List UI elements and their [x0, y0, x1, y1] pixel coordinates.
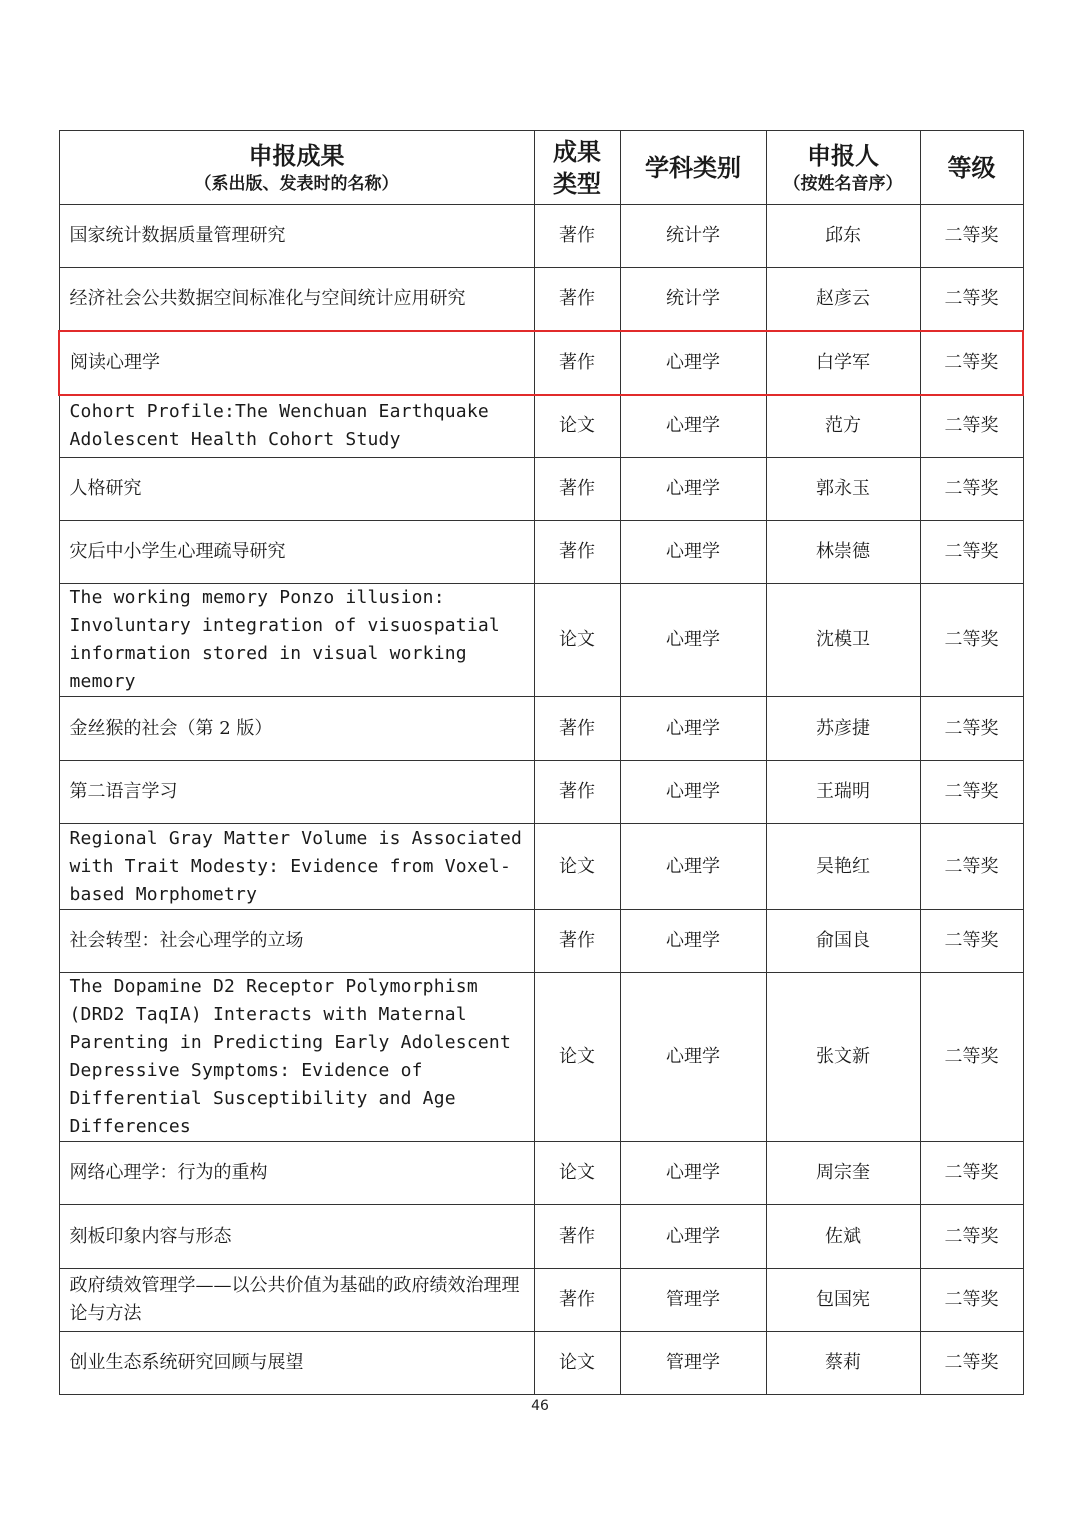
row-grade: 二等奖 — [920, 1205, 1023, 1269]
row-title: Cohort Profile:The Wenchuan Earthquake Adolescent Health Cohort Study — [59, 395, 534, 458]
row-title: Regional Gray Matter Volume is Associated with Trait Modesty: Evidence from Voxel-based Morphometry — [59, 824, 534, 910]
row-discipline: 心理学 — [620, 910, 766, 973]
header-type-line2: 类型 — [553, 168, 601, 198]
table-row — [59, 910, 1023, 973]
row-title: 第二语言学习 — [59, 761, 534, 824]
row-applicant: 苏彦捷 — [766, 697, 920, 761]
table-row — [59, 205, 1023, 268]
row-discipline: 心理学 — [620, 973, 766, 1142]
row-grade: 二等奖 — [920, 395, 1023, 458]
header-grade: 等级 — [920, 131, 1023, 205]
table-row — [59, 458, 1023, 521]
row-title: 金丝猴的社会（第 2 版） — [59, 697, 534, 761]
row-type: 著作 — [534, 697, 620, 761]
row-title: 网络心理学：行为的重构 — [59, 1142, 534, 1205]
row-title: 人格研究 — [59, 458, 534, 521]
row-applicant: 张文新 — [766, 973, 920, 1142]
row-type: 著作 — [534, 521, 620, 584]
row-type: 论文 — [534, 1332, 620, 1395]
row-discipline: 心理学 — [620, 331, 766, 395]
row-type: 著作 — [534, 458, 620, 521]
row-title: 刻板印象内容与形态 — [59, 1205, 534, 1269]
row-title: 阅读心理学 — [59, 331, 534, 395]
row-grade: 二等奖 — [920, 910, 1023, 973]
row-title: 社会转型：社会心理学的立场 — [59, 910, 534, 973]
row-title: 创业生态系统研究回顾与展望 — [59, 1332, 534, 1395]
table-row — [59, 697, 1023, 761]
row-grade: 二等奖 — [920, 1142, 1023, 1205]
table-row — [59, 824, 1023, 910]
header-type-line1: 成果 — [553, 136, 601, 166]
row-type: 论文 — [534, 973, 620, 1142]
table-row — [59, 1205, 1023, 1269]
table-row — [59, 584, 1023, 697]
row-grade: 二等奖 — [920, 584, 1023, 697]
row-applicant: 赵彦云 — [766, 268, 920, 331]
row-applicant: 白学军 — [766, 331, 920, 395]
row-grade: 二等奖 — [920, 331, 1023, 395]
row-title: 灾后中小学生心理疏导研究 — [59, 521, 534, 584]
row-discipline: 心理学 — [620, 824, 766, 910]
header-title — [59, 131, 534, 205]
row-grade: 二等奖 — [920, 458, 1023, 521]
row-applicant: 邱东 — [766, 205, 920, 268]
header-title-sub: （系出版、发表时的名称） — [194, 173, 399, 194]
row-grade: 二等奖 — [920, 761, 1023, 824]
row-type: 著作 — [534, 331, 620, 395]
row-type: 论文 — [534, 1142, 620, 1205]
table-row — [59, 395, 1023, 458]
row-type: 论文 — [534, 824, 620, 910]
header-discipline: 学科类别 — [620, 131, 766, 205]
row-discipline: 心理学 — [620, 395, 766, 458]
row-grade: 二等奖 — [920, 1269, 1023, 1332]
awards-table — [58, 130, 1024, 1395]
row-type: 论文 — [534, 584, 620, 697]
row-grade: 二等奖 — [920, 205, 1023, 268]
row-title: The Dopamine D2 Receptor Polymorphism (DRD2 TaqIA) Interacts with Maternal Parenting in Predicting Early Adolescent Depressive Symptoms: Evidence of Differential Susceptibility and Age Differences — [59, 973, 534, 1142]
row-grade: 二等奖 — [920, 824, 1023, 910]
table-row — [59, 973, 1023, 1142]
row-title: The working memory Ponzo illusion: Involuntary integration of visuospatial information stored in visual working memory — [59, 584, 534, 697]
row-type: 论文 — [534, 395, 620, 458]
row-discipline: 心理学 — [620, 521, 766, 584]
table-row — [59, 521, 1023, 584]
row-type: 著作 — [534, 268, 620, 331]
row-applicant: 蔡莉 — [766, 1332, 920, 1395]
row-applicant: 俞国良 — [766, 910, 920, 973]
row-applicant: 佐斌 — [766, 1205, 920, 1269]
table-row-highlighted — [59, 331, 1023, 395]
row-type: 著作 — [534, 205, 620, 268]
row-discipline: 心理学 — [620, 1142, 766, 1205]
row-applicant: 林崇德 — [766, 521, 920, 584]
row-applicant: 周宗奎 — [766, 1142, 920, 1205]
header-applicant-label: 申报人 — [807, 140, 879, 170]
header-applicant-sub: （按姓名音序） — [783, 173, 903, 194]
row-applicant: 包国宪 — [766, 1269, 920, 1332]
row-applicant: 郭永玉 — [766, 458, 920, 521]
row-applicant: 吴艳红 — [766, 824, 920, 910]
table-row — [59, 1332, 1023, 1395]
table-row — [59, 268, 1023, 331]
row-grade: 二等奖 — [920, 268, 1023, 331]
row-discipline: 统计学 — [620, 205, 766, 268]
page-number: 46 — [531, 1398, 549, 1414]
row-grade: 二等奖 — [920, 697, 1023, 761]
header-row — [59, 131, 1023, 205]
row-type: 著作 — [534, 910, 620, 973]
row-discipline: 统计学 — [620, 268, 766, 331]
table-row — [59, 761, 1023, 824]
row-type: 著作 — [534, 1269, 620, 1332]
row-discipline: 管理学 — [620, 1269, 766, 1332]
row-discipline: 心理学 — [620, 1205, 766, 1269]
row-title: 经济社会公共数据空间标准化与空间统计应用研究 — [59, 268, 534, 331]
header-type — [534, 131, 620, 205]
table-row — [59, 1142, 1023, 1205]
row-title: 国家统计数据质量管理研究 — [59, 205, 534, 268]
row-discipline: 心理学 — [620, 458, 766, 521]
row-applicant: 沈模卫 — [766, 584, 920, 697]
row-applicant: 王瑞明 — [766, 761, 920, 824]
row-grade: 二等奖 — [920, 521, 1023, 584]
row-type: 著作 — [534, 761, 620, 824]
header-applicant — [766, 131, 920, 205]
row-discipline: 管理学 — [620, 1332, 766, 1395]
row-title: 政府绩效管理学——以公共价值为基础的政府绩效治理理论与方法 — [59, 1269, 534, 1332]
row-discipline: 心理学 — [620, 761, 766, 824]
row-grade: 二等奖 — [920, 973, 1023, 1142]
row-applicant: 范方 — [766, 395, 920, 458]
row-grade: 二等奖 — [920, 1332, 1023, 1395]
row-type: 著作 — [534, 1205, 620, 1269]
row-discipline: 心理学 — [620, 584, 766, 697]
header-title-label: 申报成果 — [248, 140, 345, 170]
row-discipline: 心理学 — [620, 697, 766, 761]
table-row — [59, 1269, 1023, 1332]
